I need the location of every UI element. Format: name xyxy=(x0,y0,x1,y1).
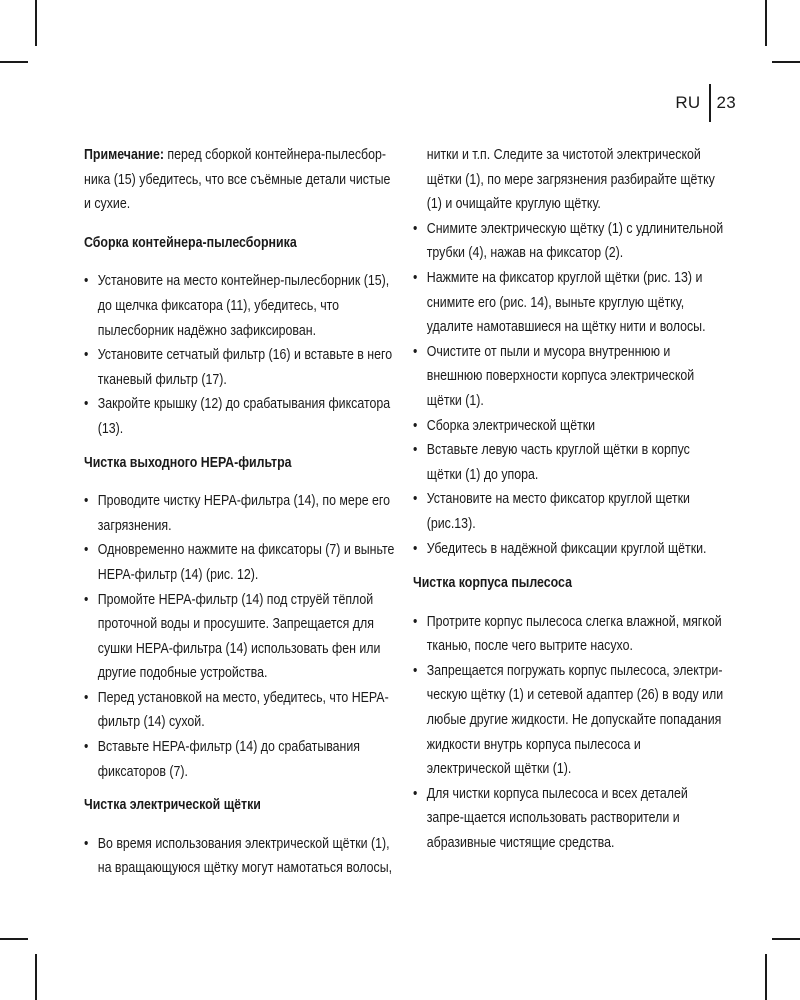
crop-mark-top-left xyxy=(35,0,37,46)
list-item: • Промойте НЕРА-фильтр (14) под струёй тёплой проточной воды и просушите. Запрещается для сушки НЕРА-фильтра (14) использовать фен или другие подобные устройства. xyxy=(84,588,395,686)
page-number: 23 xyxy=(716,93,736,112)
section-heading-electric-brush-cleaning: Чистка электрической щётки xyxy=(84,797,261,814)
list-item: • Установите на место фиксатор круглой щетки (рис.13). xyxy=(413,487,727,536)
list-item: • Очистите от пыли и мусора внутреннюю и внешнюю поверхности корпуса электрической щётки (1). xyxy=(413,340,727,414)
list-item: • Снимите электрическую щётку (1) с удлинительной трубки (4), нажав на фиксатор (2). xyxy=(413,217,727,266)
section-heading-hepa-filter-cleaning: Чистка выходного НЕРА-фильтра xyxy=(84,454,292,471)
list-item: • Одновременно нажмите на фиксаторы (7) и выньте НЕРА-фильтр (14) (рис. 12). xyxy=(84,538,395,587)
list-electric-brush-cleaning xyxy=(84,832,395,881)
list-item: • Во время использования электрической щётки (1), на вращающуюся щётку могут намотаться волосы, xyxy=(84,832,395,881)
list-item: • Сборка электрической щётки xyxy=(413,414,727,439)
continuation-paragraph: нитки и т.п. Следите за чистотой электрической щётки (1), по мере загрязнения разбирайте щётку (1) и очищайте круглую щётку. xyxy=(426,147,715,213)
list-item: • Перед установкой на место, убедитесь, что НЕРА-фильтр (14) сухой. xyxy=(84,686,395,735)
crop-mark-top-left-h xyxy=(0,61,28,63)
crop-mark-bottom-right xyxy=(765,954,767,1000)
list-hepa-filter-cleaning xyxy=(84,489,395,784)
list-item: • Нажмите на фиксатор круглой щётки (рис. 13) и снимите его (рис. 14), выньте круглую щётку, удалите намотавшиеся на щётку нити и волосы. xyxy=(413,266,727,340)
list-item: • Для чистки корпуса пылесоса и всех деталей запре-щается использовать растворители и абразивные чистящие средства. xyxy=(413,782,727,856)
crop-mark-top-right-h xyxy=(772,61,800,63)
language-code: RU xyxy=(675,93,701,112)
list-item: • Установите сетчатый фильтр (16) и вставьте в него тканевый фильтр (17). xyxy=(84,343,395,392)
page-header xyxy=(675,84,736,122)
list-item: • Проводите чистку НЕРА-фильтра (14), по мере его загрязнения. xyxy=(84,489,395,538)
section-heading-dust-container-assembly: Сборка контейнера-пылесборника xyxy=(84,234,297,251)
section-heading-body-cleaning: Чистка корпуса пылесоса xyxy=(413,575,572,592)
header-divider xyxy=(709,84,711,122)
right-column xyxy=(413,143,727,865)
list-dust-container-assembly xyxy=(84,269,395,441)
list-item: • Вставьте левую часть круглой щётки в корпус щётки (1) до упора. xyxy=(413,438,727,487)
list-item: • Протрите корпус пылесоса слегка влажной, мягкой тканью, после чего вытрите насухо. xyxy=(413,610,727,659)
list-item: • Вставьте НЕРА-фильтр (14) до срабатывания фиксаторов (7). xyxy=(84,735,395,784)
list-item: • Убедитесь в надёжной фиксации круглой щётки. xyxy=(413,537,727,562)
note-text: перед сборкой контейнера-пылесбор-ника (15) убедитесь, что все съёмные детали чистые и сухие. xyxy=(84,147,391,213)
crop-mark-bottom-left-h xyxy=(0,938,28,940)
crop-mark-top-right xyxy=(765,0,767,46)
crop-mark-bottom-left xyxy=(35,954,37,1000)
list-item: • Запрещается погружать корпус пылесоса, электри-ческую щётку (1) и сетевой адаптер (26) в воду или любые другие жидкости. Не допускайте попадания жидкости внутрь корпуса пылесоса и электрической щётки (1). xyxy=(413,659,727,782)
list-electric-brush-steps xyxy=(413,217,727,561)
note-paragraph xyxy=(84,143,395,217)
left-column xyxy=(84,143,395,890)
note-label: Примечание: xyxy=(84,147,164,163)
list-item: • Установите на место контейнер-пылесборник (15), до щелчка фиксатора (11), убедитесь, что пылесборник надёжно зафиксирован. xyxy=(84,269,395,343)
list-body-cleaning xyxy=(413,610,727,856)
crop-mark-bottom-right-h xyxy=(772,938,800,940)
list-item: • Закройте крышку (12) до срабатывания фиксатора (13). xyxy=(84,392,395,441)
